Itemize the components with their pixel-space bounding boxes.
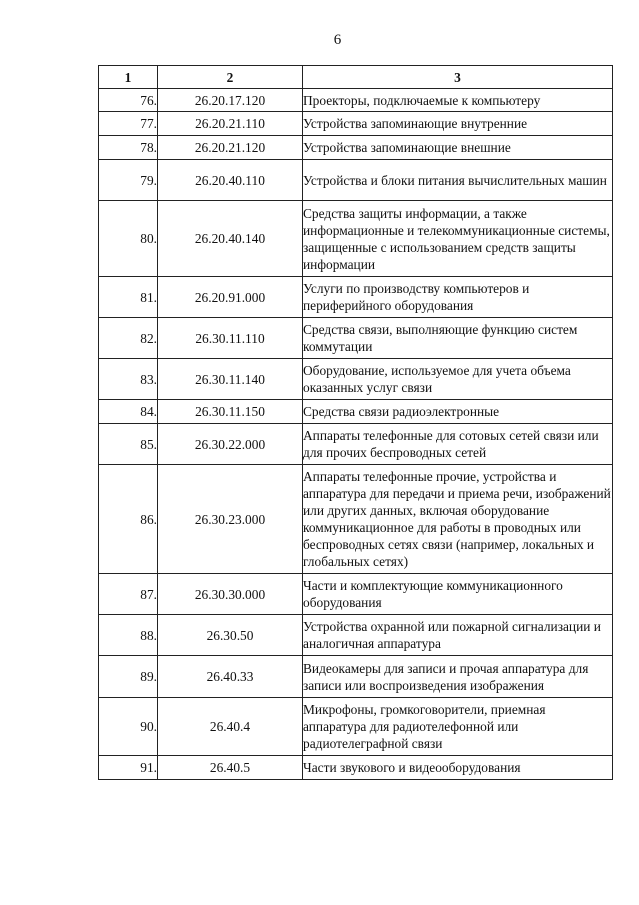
row-code: 26.30.11.150 xyxy=(158,400,303,424)
row-number: 78. xyxy=(99,136,158,160)
table-row xyxy=(99,136,613,160)
row-name: Аппараты телефонные прочие, устройства и аппаратура для передачи и приема речи, изображений или других данных, включая оборудование коммуникационное для работы в проводных или беспроводных сетях связи (например, локальных и глобальных сетях) xyxy=(303,465,613,574)
product-code-table xyxy=(98,65,613,780)
row-name: Оборудование, используемое для учета объема оказанных услуг связи xyxy=(303,359,613,400)
table-row xyxy=(99,424,613,465)
row-code: 26.40.5 xyxy=(158,756,303,780)
row-name: Устройства запоминающие внутренние xyxy=(303,112,613,136)
row-number: 84. xyxy=(99,400,158,424)
row-name: Видеокамеры для записи и прочая аппаратура для записи или воспроизведения изображения xyxy=(303,656,613,698)
row-number: 87. xyxy=(99,574,158,615)
table-row xyxy=(99,277,613,318)
column-header-code: 2 xyxy=(158,66,303,89)
row-code: 26.20.40.140 xyxy=(158,201,303,277)
row-code: 26.30.11.110 xyxy=(158,318,303,359)
row-name: Микрофоны, громкоговорители, приемная аппаратура для радиотелефонной или радиотелеграфной связи xyxy=(303,698,613,756)
table-row xyxy=(99,615,613,656)
table-header xyxy=(99,66,613,89)
row-name: Средства связи радиоэлектронные xyxy=(303,400,613,424)
row-number: 79. xyxy=(99,160,158,201)
table-row xyxy=(99,318,613,359)
table-row xyxy=(99,574,613,615)
row-name: Услуги по производству компьютеров и периферийного оборудования xyxy=(303,277,613,318)
row-number: 82. xyxy=(99,318,158,359)
row-name: Устройства и блоки питания вычислительных машин xyxy=(303,160,613,201)
table-body xyxy=(99,89,613,780)
row-code: 26.30.23.000 xyxy=(158,465,303,574)
row-number: 91. xyxy=(99,756,158,780)
row-name: Аппараты телефонные для сотовых сетей связи или для прочих беспроводных сетей xyxy=(303,424,613,465)
row-code: 26.20.91.000 xyxy=(158,277,303,318)
row-name: Части звукового и видеооборудования xyxy=(303,756,613,780)
table-row xyxy=(99,112,613,136)
page-number: 6 xyxy=(333,32,342,48)
row-number: 81. xyxy=(99,277,158,318)
row-code: 26.30.22.000 xyxy=(158,424,303,465)
row-code: 26.20.40.110 xyxy=(158,160,303,201)
row-code: 26.20.17.120 xyxy=(158,89,303,112)
row-code: 26.20.21.120 xyxy=(158,136,303,160)
column-header-number: 1 xyxy=(99,66,158,89)
row-number: 89. xyxy=(99,656,158,698)
row-name: Средства защиты информации, а также информационные и телекоммуникационные системы, защищенные с использованием средств защиты информации xyxy=(303,201,613,277)
table-row xyxy=(99,400,613,424)
row-number: 83. xyxy=(99,359,158,400)
row-name: Устройства охранной или пожарной сигнализации и аналогичная аппаратура xyxy=(303,615,613,656)
row-number: 80. xyxy=(99,201,158,277)
row-number: 88. xyxy=(99,615,158,656)
header-row xyxy=(99,66,613,89)
row-number: 77. xyxy=(99,112,158,136)
column-header-name: 3 xyxy=(303,66,613,89)
row-code: 26.30.50 xyxy=(158,615,303,656)
row-code: 26.40.33 xyxy=(158,656,303,698)
table-row xyxy=(99,656,613,698)
row-name: Средства связи, выполняющие функцию систем коммутации xyxy=(303,318,613,359)
row-number: 90. xyxy=(99,698,158,756)
row-number: 86. xyxy=(99,465,158,574)
row-name: Части и комплектующие коммуникационного оборудования xyxy=(303,574,613,615)
row-name: Устройства запоминающие внешние xyxy=(303,136,613,160)
row-code: 26.20.21.110 xyxy=(158,112,303,136)
table-row xyxy=(99,756,613,780)
row-number: 76. xyxy=(99,89,158,112)
row-code: 26.40.4 xyxy=(158,698,303,756)
table-row xyxy=(99,89,613,112)
row-code: 26.30.30.000 xyxy=(158,574,303,615)
row-number: 85. xyxy=(99,424,158,465)
table-row xyxy=(99,359,613,400)
row-code: 26.30.11.140 xyxy=(158,359,303,400)
table-row xyxy=(99,201,613,277)
table-row xyxy=(99,465,613,574)
row-name: Проекторы, подключаемые к компьютеру xyxy=(303,89,613,112)
table-row xyxy=(99,160,613,201)
table-row xyxy=(99,698,613,756)
